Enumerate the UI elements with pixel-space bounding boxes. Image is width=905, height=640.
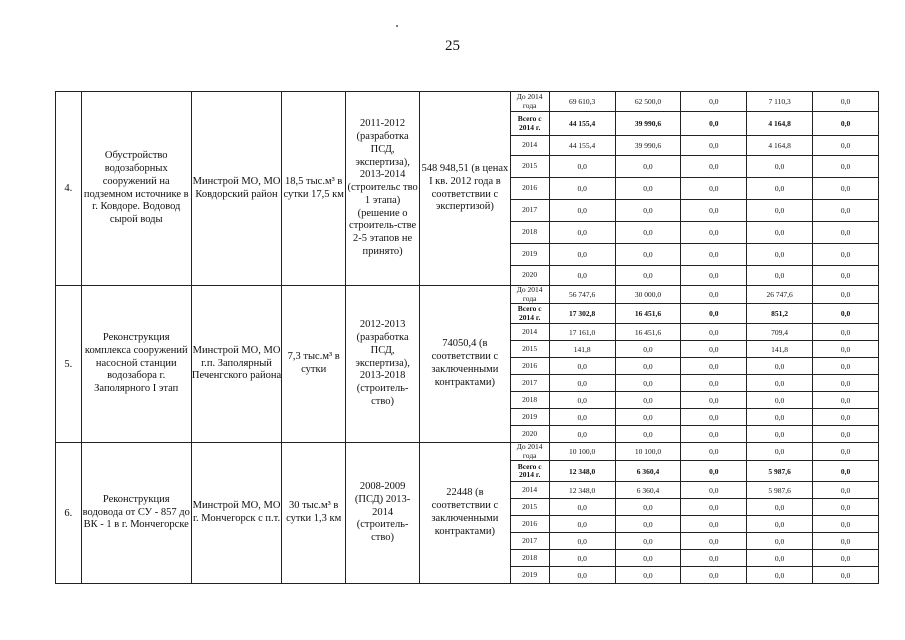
value-cell: 0,0: [681, 516, 747, 533]
value-cell: 0,0: [681, 266, 747, 286]
value-cell: 0,0: [681, 461, 747, 482]
value-cell: 7 110,3: [747, 92, 813, 112]
value-cell: 141,8: [747, 341, 813, 358]
value-cell: 0,0: [813, 304, 879, 324]
year-cell: 2018: [510, 550, 549, 567]
value-cell: 0,0: [615, 426, 681, 443]
value-cell: 6 360,4: [615, 482, 681, 499]
year-cell: 2016: [510, 358, 549, 375]
value-cell: 0,0: [681, 178, 747, 200]
project-name: Реконструкция водовода от СУ - 857 до ВК - 1 в г. Мончегорске: [81, 443, 191, 584]
value-cell: 0,0: [813, 550, 879, 567]
value-cell: 0,0: [813, 499, 879, 516]
value-cell: 69 610,3: [549, 92, 615, 112]
value-cell: 0,0: [615, 409, 681, 426]
value-cell: 5 987,6: [747, 461, 813, 482]
value-cell: 0,0: [681, 358, 747, 375]
year-cell: 2016: [510, 178, 549, 200]
value-cell: 0,0: [747, 266, 813, 286]
value-cell: 0,0: [549, 375, 615, 392]
project-capacity: 7,3 тыс.м³ в сутки: [282, 286, 346, 443]
value-cell: 56 747,6: [549, 286, 615, 304]
value-cell: 0,0: [549, 567, 615, 584]
value-cell: 0,0: [615, 266, 681, 286]
value-cell: 0,0: [747, 222, 813, 244]
year-cell: 2020: [510, 266, 549, 286]
value-cell: 5 987,6: [747, 482, 813, 499]
value-cell: 26 747,6: [747, 286, 813, 304]
value-cell: 0,0: [681, 550, 747, 567]
value-cell: 0,0: [813, 533, 879, 550]
value-cell: 12 348,0: [549, 461, 615, 482]
value-cell: 0,0: [813, 409, 879, 426]
value-cell: 0,0: [813, 112, 879, 136]
year-cell: 2016: [510, 516, 549, 533]
value-cell: 0,0: [615, 222, 681, 244]
value-cell: 0,0: [615, 550, 681, 567]
year-cell: До 2014 года: [510, 443, 549, 461]
value-cell: 10 100,0: [615, 443, 681, 461]
value-cell: 709,4: [747, 324, 813, 341]
project-period: 2008-2009 (ПСД) 2013-2014 (строитель-ство): [346, 443, 420, 584]
table-body: [56, 92, 879, 584]
value-cell: 16 451,6: [615, 324, 681, 341]
project-period: 2011-2012 (разработка ПСД, экспертиза), 2013-2014 (строительс тво 1 этапа) (решение о строитель-стве 2-5 этапов не принято): [346, 92, 420, 286]
value-cell: 0,0: [681, 222, 747, 244]
year-cell: 2015: [510, 341, 549, 358]
year-cell: 2019: [510, 409, 549, 426]
project-executor: Минстрой МО, МО г.п. Заполярный Печенгского района: [191, 286, 282, 443]
value-cell: 0,0: [747, 375, 813, 392]
value-cell: 0,0: [813, 156, 879, 178]
project-executor: Минстрой МО, МО г. Мончегорск с п.т.: [191, 443, 282, 584]
year-cell: 2015: [510, 156, 549, 178]
value-cell: 39 990,6: [615, 136, 681, 156]
value-cell: 0,0: [747, 409, 813, 426]
value-cell: 0,0: [549, 392, 615, 409]
value-cell: 0,0: [549, 533, 615, 550]
value-cell: 0,0: [549, 516, 615, 533]
value-cell: 0,0: [813, 443, 879, 461]
value-cell: 0,0: [615, 178, 681, 200]
year-cell: 2019: [510, 567, 549, 584]
project-executor: Минстрой МО, МО Ковдорский район: [191, 92, 282, 286]
value-cell: 0,0: [681, 341, 747, 358]
value-cell: 0,0: [615, 375, 681, 392]
value-cell: 0,0: [813, 324, 879, 341]
value-cell: 0,0: [681, 443, 747, 461]
value-cell: 0,0: [681, 499, 747, 516]
year-cell: 2014: [510, 324, 549, 341]
value-cell: 0,0: [747, 499, 813, 516]
value-cell: 16 451,6: [615, 304, 681, 324]
value-cell: 0,0: [681, 200, 747, 222]
program-table: [55, 91, 879, 584]
value-cell: 0,0: [813, 92, 879, 112]
value-cell: 0,0: [813, 482, 879, 499]
table-row: [56, 92, 879, 112]
value-cell: 0,0: [747, 443, 813, 461]
value-cell: 0,0: [615, 156, 681, 178]
value-cell: 0,0: [615, 358, 681, 375]
project-name: Обустройство водозаборных сооружений на подземном источнике в г. Ковдоре. Водовод сырой воды: [81, 92, 191, 286]
value-cell: 0,0: [549, 409, 615, 426]
scan-dot: [396, 25, 398, 27]
value-cell: 0,0: [747, 533, 813, 550]
value-cell: 0,0: [681, 92, 747, 112]
value-cell: 0,0: [549, 266, 615, 286]
project-cost: 548 948,51 (в ценах I кв. 2012 года в соответствии с экспертизой): [420, 92, 511, 286]
year-cell: 2017: [510, 533, 549, 550]
value-cell: 0,0: [681, 156, 747, 178]
value-cell: 0,0: [549, 222, 615, 244]
project-cost: 22448 (в соответствии с заключенными контрактами): [420, 443, 511, 584]
value-cell: 4 164,8: [747, 112, 813, 136]
value-cell: 0,0: [747, 156, 813, 178]
page-number: 25: [445, 38, 460, 54]
value-cell: 0,0: [681, 567, 747, 584]
year-cell: 2014: [510, 482, 549, 499]
project-cost: 74050,4 (в соответствии с заключенными контрактами): [420, 286, 511, 443]
year-cell: Всего с 2014 г.: [510, 304, 549, 324]
value-cell: 44 155,4: [549, 112, 615, 136]
value-cell: 0,0: [615, 244, 681, 266]
project-number: 5.: [56, 286, 82, 443]
value-cell: 12 348,0: [549, 482, 615, 499]
value-cell: 6 360,4: [615, 461, 681, 482]
project-capacity: 30 тыс.м³ в сутки 1,3 км: [282, 443, 346, 584]
value-cell: 0,0: [747, 392, 813, 409]
value-cell: 0,0: [813, 461, 879, 482]
year-cell: 2020: [510, 426, 549, 443]
value-cell: 0,0: [681, 426, 747, 443]
value-cell: 0,0: [747, 550, 813, 567]
value-cell: 0,0: [549, 358, 615, 375]
value-cell: 0,0: [747, 244, 813, 266]
value-cell: 0,0: [813, 392, 879, 409]
value-cell: 0,0: [681, 533, 747, 550]
year-cell: 2019: [510, 244, 549, 266]
value-cell: 0,0: [681, 304, 747, 324]
value-cell: 0,0: [813, 136, 879, 156]
value-cell: 44 155,4: [549, 136, 615, 156]
year-cell: 2017: [510, 375, 549, 392]
project-number: 6.: [56, 443, 82, 584]
project-capacity: 18,5 тыс.м³ в сутки 17,5 км: [282, 92, 346, 286]
year-cell: До 2014 года: [510, 92, 549, 112]
value-cell: 0,0: [549, 200, 615, 222]
value-cell: 0,0: [549, 178, 615, 200]
value-cell: 0,0: [747, 200, 813, 222]
value-cell: 0,0: [747, 567, 813, 584]
value-cell: 0,0: [549, 426, 615, 443]
project-period: 2012-2013 (разработка ПСД, экспертиза), 2013-2018 (строитель-ство): [346, 286, 420, 443]
value-cell: 0,0: [681, 375, 747, 392]
value-cell: 0,0: [813, 375, 879, 392]
value-cell: 0,0: [681, 112, 747, 136]
value-cell: 0,0: [813, 266, 879, 286]
year-cell: 2018: [510, 222, 549, 244]
value-cell: 0,0: [615, 516, 681, 533]
value-cell: 0,0: [813, 567, 879, 584]
value-cell: 0,0: [747, 358, 813, 375]
value-cell: 0,0: [615, 341, 681, 358]
value-cell: 0,0: [681, 409, 747, 426]
value-cell: 0,0: [549, 550, 615, 567]
value-cell: 0,0: [549, 244, 615, 266]
value-cell: 0,0: [813, 426, 879, 443]
value-cell: 0,0: [747, 516, 813, 533]
table-row: [56, 286, 879, 304]
value-cell: 39 990,6: [615, 112, 681, 136]
value-cell: 30 000,0: [615, 286, 681, 304]
value-cell: 17 302,8: [549, 304, 615, 324]
year-cell: 2018: [510, 392, 549, 409]
value-cell: 0,0: [681, 286, 747, 304]
year-cell: До 2014 года: [510, 286, 549, 304]
value-cell: 0,0: [813, 178, 879, 200]
table-row: [56, 443, 879, 461]
value-cell: 0,0: [813, 222, 879, 244]
value-cell: 62 500,0: [615, 92, 681, 112]
project-number: 4.: [56, 92, 82, 286]
value-cell: 0,0: [549, 499, 615, 516]
year-cell: 2017: [510, 200, 549, 222]
value-cell: 0,0: [747, 178, 813, 200]
value-cell: 0,0: [681, 392, 747, 409]
value-cell: 0,0: [813, 200, 879, 222]
value-cell: 0,0: [681, 324, 747, 341]
year-cell: Всего с 2014 г.: [510, 112, 549, 136]
year-cell: 2015: [510, 499, 549, 516]
value-cell: 141,8: [549, 341, 615, 358]
value-cell: 0,0: [615, 567, 681, 584]
value-cell: 0,0: [813, 244, 879, 266]
value-cell: 0,0: [549, 156, 615, 178]
value-cell: 0,0: [813, 516, 879, 533]
year-cell: 2014: [510, 136, 549, 156]
value-cell: 0,0: [615, 392, 681, 409]
value-cell: 0,0: [813, 286, 879, 304]
value-cell: 0,0: [681, 136, 747, 156]
value-cell: 0,0: [615, 200, 681, 222]
value-cell: 10 100,0: [549, 443, 615, 461]
project-name: Реконструкция комплекса сооружений насосной станции водозабора г. Заполярного I этап: [81, 286, 191, 443]
value-cell: 0,0: [681, 482, 747, 499]
value-cell: 0,0: [615, 533, 681, 550]
value-cell: 0,0: [747, 426, 813, 443]
value-cell: 0,0: [813, 341, 879, 358]
value-cell: 4 164,8: [747, 136, 813, 156]
value-cell: 851,2: [747, 304, 813, 324]
value-cell: 0,0: [813, 358, 879, 375]
value-cell: 0,0: [681, 244, 747, 266]
value-cell: 17 161,0: [549, 324, 615, 341]
value-cell: 0,0: [615, 499, 681, 516]
year-cell: Всего с 2014 г.: [510, 461, 549, 482]
